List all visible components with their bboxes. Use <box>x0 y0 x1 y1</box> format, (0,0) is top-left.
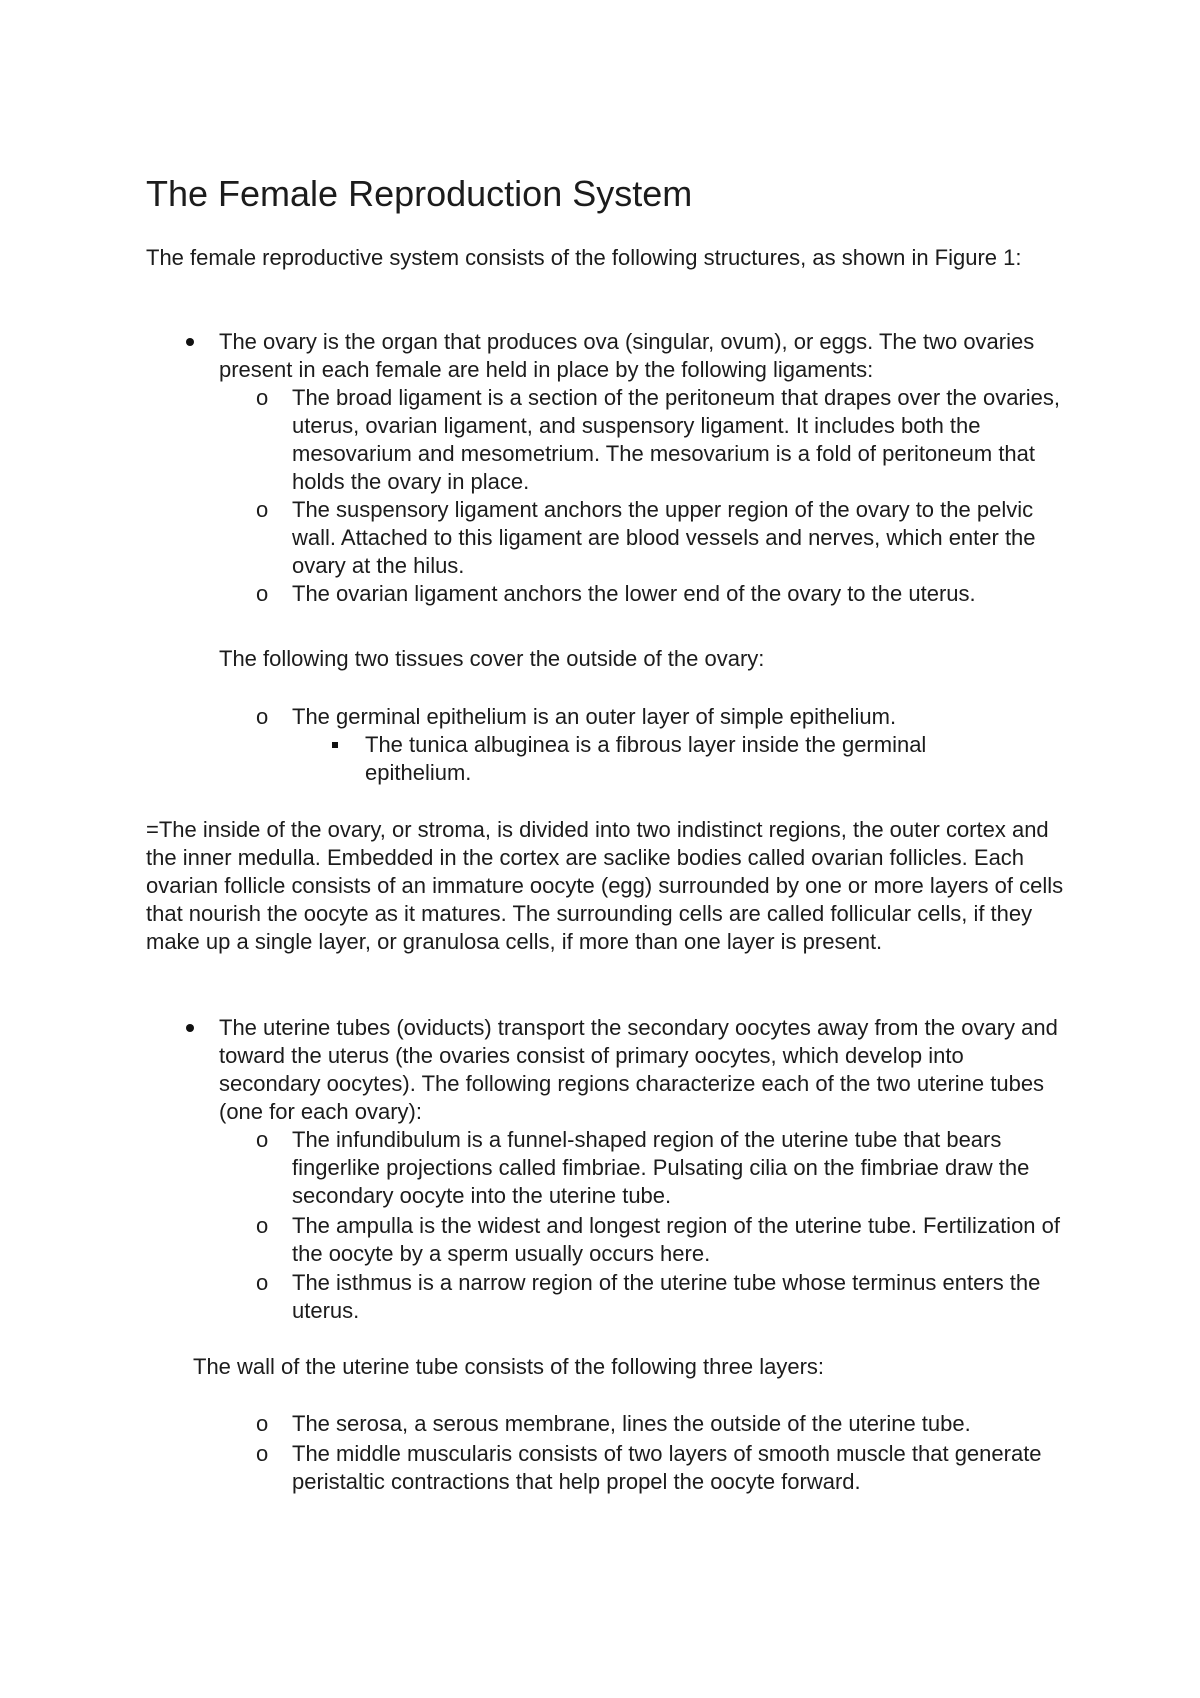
circle-marker-icon: o <box>256 704 269 729</box>
list-item-text: The suspensory ligament anchors the upper region of the ovary to the pelvic wall. Attached to this ligament are blood vessels and nerves, which enter the ovary at the hilus. <box>292 497 1036 578</box>
list-item-text: The broad ligament is a section of the peritoneum that drapes over the ovaries, uterus, ovarian ligament, and suspensory ligament. It includes both the mesovarium and mesometrium. The mesovarium is a fold of peritoneum that holds the ovary in place. <box>292 385 1060 494</box>
list-item-infundibulum <box>256 1126 1072 1210</box>
list-item-ovary <box>219 328 1059 384</box>
list-item-serosa <box>256 1410 1072 1438</box>
list-item-text: The middle muscularis consists of two layers of smooth muscle that generate peristaltic contractions that help propel the oocyte forward. <box>292 1441 1042 1494</box>
list-item-suspensory-ligament <box>256 496 1072 580</box>
circle-marker-icon: o <box>256 1127 269 1152</box>
list-item-uterine-tubes <box>219 1014 1059 1126</box>
list-item-ovarian-ligament <box>256 580 1072 608</box>
list-item-text: The ampulla is the widest and longest region of the uterine tube. Fertilization of the oocyte by a sperm usually occurs here. <box>292 1213 1061 1266</box>
list-item-text: The germinal epithelium is an outer layer of simple epithelium. <box>292 704 897 729</box>
circle-marker-icon: o <box>256 1411 269 1436</box>
page-title: The Female Reproduction System <box>146 173 693 214</box>
list-item-broad-ligament <box>256 384 1072 496</box>
list-item-text: The isthmus is a narrow region of the uterine tube whose terminus enters the uterus. <box>292 1270 1041 1323</box>
list-item-ampulla <box>256 1212 1072 1268</box>
circle-marker-icon: o <box>256 497 269 522</box>
list-item-germinal-epithelium <box>256 703 1072 731</box>
square-marker-icon <box>332 742 338 748</box>
tissues-intro: The following two tissues cover the outside of the ovary: <box>219 646 765 671</box>
ovary-text: The ovary is the organ that produces ova (singular, ovum), or eggs. The two ovaries present in each female are held in place by the following ligaments: <box>219 329 1035 382</box>
list-item-text: The tunica albuginea is a fibrous layer inside the germinal epithelium. <box>365 732 927 785</box>
circle-marker-icon: o <box>256 385 269 410</box>
list-item-isthmus <box>256 1269 1072 1325</box>
stroma-paragraph: =The inside of the ovary, or stroma, is divided into two indistinct regions, the outer cortex and the inner medulla. Embedded in the cortex are saclike bodies called ovarian follicles. Each ovarian follicle consists of an immature oocyte (egg) surrounded by one or more layers of cells that nourish the oocyte as it matures. The surrounding cells are called follicular cells, if they make up a single layer, or granulosa cells, if more than one layer is present. <box>146 817 1064 954</box>
uterine-tubes-text: The uterine tubes (oviducts) transport the secondary oocytes away from the ovary and toward the uterus (the ovaries consist of primary oocytes, which develop into secondary oocytes). The following regions characterize each of the two uterine tubes (one for each ovary): <box>219 1015 1058 1124</box>
list-item-muscularis <box>256 1440 1072 1496</box>
list-item-text: The ovarian ligament anchors the lower end of the ovary to the uterus. <box>292 581 976 606</box>
bullet-dot-icon <box>186 1024 194 1032</box>
circle-marker-icon: o <box>256 1441 269 1466</box>
list-item-text: The serosa, a serous membrane, lines the outside of the uterine tube. <box>292 1411 971 1436</box>
wall-intro: The wall of the uterine tube consists of the following three layers: <box>193 1354 825 1379</box>
circle-marker-icon: o <box>256 581 269 606</box>
list-item-tunica-albuginea <box>365 731 1005 787</box>
circle-marker-icon: o <box>256 1213 269 1238</box>
circle-marker-icon: o <box>256 1270 269 1295</box>
intro-paragraph: The female reproductive system consists of the following structures, as shown in Figure 1: <box>146 245 1022 270</box>
list-item-text: The infundibulum is a funnel-shaped region of the uterine tube that bears fingerlike projections called fimbriae. Pulsating cilia on the fimbriae draw the secondary oocyte into the uterine tube. <box>292 1127 1030 1208</box>
bullet-dot-icon <box>186 338 194 346</box>
